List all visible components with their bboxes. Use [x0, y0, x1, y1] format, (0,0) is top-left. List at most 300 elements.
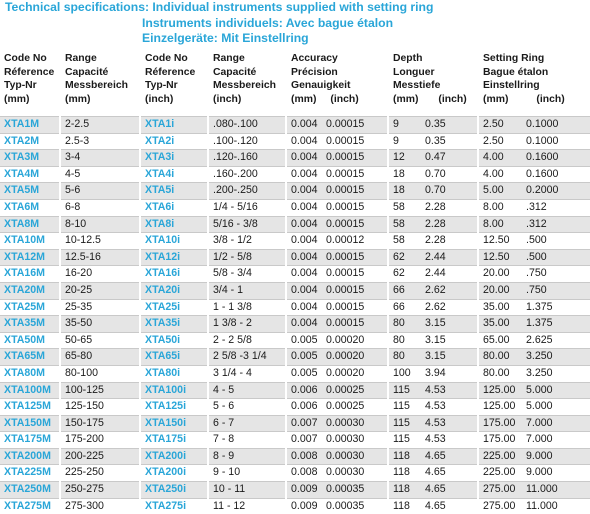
cell-accuracy-inch: 0.00015 [322, 150, 388, 167]
cell-code-mm[interactable]: XTA1M [0, 117, 60, 134]
cell-depth-inch: 0.35 [421, 133, 478, 150]
cell-range-mm: 8-10 [60, 216, 140, 233]
cell-range-mm: 10-12.5 [60, 233, 140, 250]
cell-ring-mm: 80.00 [478, 365, 522, 382]
cell-code-inch[interactable]: XTA6i [140, 199, 208, 216]
header-text: (inch) [145, 93, 207, 107]
cell-accuracy-mm: 0.006 [286, 382, 322, 399]
cell-code-inch[interactable]: XTA35i [140, 316, 208, 333]
cell-range-inch: 10 - 11 [208, 482, 286, 499]
cell-accuracy-inch: 0.00030 [322, 415, 388, 432]
cell-code-mm[interactable]: XTA4M [0, 166, 60, 183]
cell-ring-inch: 7.000 [522, 432, 590, 449]
table-row [0, 216, 590, 233]
cell-depth-inch: 2.28 [421, 199, 478, 216]
cell-code-mm[interactable]: XTA250M [0, 482, 60, 499]
cell-range-inch: 5/16 - 3/8 [208, 216, 286, 233]
cell-code-mm[interactable]: XTA12M [0, 249, 60, 266]
cell-ring-mm: 125.00 [478, 382, 522, 399]
cell-accuracy-mm: 0.005 [286, 365, 322, 382]
cell-accuracy-inch: 0.00020 [322, 332, 388, 349]
table-row [0, 133, 590, 150]
cell-depth-mm: 58 [388, 199, 421, 216]
cell-depth-inch: 3.15 [421, 332, 478, 349]
table-row [0, 150, 590, 167]
cell-range-mm: 20-25 [60, 282, 140, 299]
cell-code-inch[interactable]: XTA8i [140, 216, 208, 233]
table-row [0, 349, 590, 366]
cell-ring-inch: 1.375 [522, 299, 590, 316]
cell-ring-inch: 0.1600 [522, 166, 590, 183]
unit-mm: (mm) [483, 93, 508, 107]
header-range-inch [208, 52, 286, 117]
cell-depth-mm: 115 [388, 382, 421, 399]
cell-code-mm[interactable]: XTA50M [0, 332, 60, 349]
cell-code-mm[interactable]: XTA225M [0, 465, 60, 482]
cell-range-mm: 3-4 [60, 150, 140, 167]
cell-ring-inch: 5.000 [522, 399, 590, 416]
cell-code-inch[interactable]: XTA250i [140, 482, 208, 499]
cell-range-inch: 6 - 7 [208, 415, 286, 432]
cell-accuracy-inch: 0.00015 [322, 299, 388, 316]
cell-code-mm[interactable]: XTA125M [0, 399, 60, 416]
cell-range-inch: 5 - 6 [208, 399, 286, 416]
header-accuracy [286, 52, 388, 117]
cell-depth-mm: 118 [388, 448, 421, 465]
cell-range-mm: 50-65 [60, 332, 140, 349]
cell-accuracy-mm: 0.004 [286, 117, 322, 134]
cell-accuracy-mm: 0.004 [286, 150, 322, 167]
cell-accuracy-mm: 0.007 [286, 432, 322, 449]
cell-depth-inch: 4.53 [421, 415, 478, 432]
cell-depth-inch: 2.44 [421, 249, 478, 266]
cell-accuracy-inch: 0.00015 [322, 216, 388, 233]
cell-accuracy-mm: 0.004 [286, 233, 322, 250]
cell-ring-mm: 275.00 [478, 498, 522, 514]
cell-accuracy-mm: 0.005 [286, 332, 322, 349]
specifications-table [0, 52, 590, 514]
unit-inch: (inch) [418, 93, 466, 107]
header-text: Einstellring [483, 79, 590, 93]
cell-depth-mm: 9 [388, 133, 421, 150]
header-text: Précision [291, 66, 387, 80]
cell-range-inch: 2 - 2 5/8 [208, 332, 286, 349]
cell-accuracy-inch: 0.00015 [322, 282, 388, 299]
cell-accuracy-mm: 0.004 [286, 166, 322, 183]
cell-accuracy-inch: 0.00025 [322, 382, 388, 399]
cell-depth-inch: 2.62 [421, 282, 478, 299]
header-units [291, 93, 387, 107]
cell-code-inch[interactable]: XTA175i [140, 432, 208, 449]
cell-range-inch: 8 - 9 [208, 448, 286, 465]
cell-ring-mm: 275.00 [478, 482, 522, 499]
cell-range-inch: 1/2 - 5/8 [208, 249, 286, 266]
cell-code-inch[interactable]: XTA16i [140, 266, 208, 283]
cell-range-mm: 275-300 [60, 498, 140, 514]
cell-range-mm: 225-250 [60, 465, 140, 482]
cell-range-inch: 4 - 5 [208, 382, 286, 399]
cell-depth-mm: 80 [388, 349, 421, 366]
cell-depth-mm: 18 [388, 183, 421, 200]
cell-ring-inch: 11.000 [522, 482, 590, 499]
cell-depth-mm: 118 [388, 498, 421, 514]
cell-ring-inch: .500 [522, 233, 590, 250]
cell-ring-inch: 0.1600 [522, 150, 590, 167]
header-text: Range [65, 52, 139, 66]
cell-range-inch: 7 - 8 [208, 432, 286, 449]
cell-range-inch: 11 - 12 [208, 498, 286, 514]
cell-code-mm[interactable]: XTA8M [0, 216, 60, 233]
cell-depth-inch: 2.28 [421, 233, 478, 250]
header-text: Typ-Nr [145, 79, 207, 93]
cell-ring-inch: 0.1000 [522, 133, 590, 150]
table-row [0, 448, 590, 465]
cell-ring-inch: 7.000 [522, 415, 590, 432]
cell-code-mm[interactable]: XTA3M [0, 150, 60, 167]
cell-range-mm: 65-80 [60, 349, 140, 366]
header-units [393, 93, 477, 107]
header-text: Capacité [65, 66, 139, 80]
header-text: Bague étalon [483, 66, 590, 80]
cell-code-inch[interactable]: XTA10i [140, 233, 208, 250]
header-setting-ring [478, 52, 590, 117]
cell-code-mm[interactable]: XTA25M [0, 299, 60, 316]
cell-depth-mm: 118 [388, 465, 421, 482]
cell-ring-inch: 9.000 [522, 465, 590, 482]
cell-range-mm: 5-6 [60, 183, 140, 200]
cell-accuracy-mm: 0.004 [286, 199, 322, 216]
cell-accuracy-mm: 0.004 [286, 249, 322, 266]
header-text: Setting Ring [483, 52, 590, 66]
cell-ring-inch: .500 [522, 249, 590, 266]
header-text: Code No [145, 52, 207, 66]
cell-depth-inch: 4.53 [421, 399, 478, 416]
table-row [0, 316, 590, 333]
header-depth [388, 52, 478, 117]
cell-depth-mm: 66 [388, 282, 421, 299]
table-row [0, 332, 590, 349]
cell-range-mm: 25-35 [60, 299, 140, 316]
cell-depth-mm: 80 [388, 332, 421, 349]
cell-code-inch[interactable]: XTA20i [140, 282, 208, 299]
cell-range-mm: 125-150 [60, 399, 140, 416]
cell-depth-mm: 62 [388, 249, 421, 266]
table-row [0, 465, 590, 482]
table-row [0, 415, 590, 432]
cell-accuracy-mm: 0.009 [286, 482, 322, 499]
cell-ring-mm: 65.00 [478, 332, 522, 349]
cell-depth-mm: 58 [388, 216, 421, 233]
cell-depth-inch: 2.28 [421, 216, 478, 233]
cell-depth-mm: 62 [388, 266, 421, 283]
cell-code-mm[interactable]: XTA10M [0, 233, 60, 250]
header-text: Typ-Nr [4, 79, 59, 93]
cell-accuracy-inch: 0.00035 [322, 498, 388, 514]
cell-depth-inch: 3.15 [421, 349, 478, 366]
cell-ring-inch: .312 [522, 199, 590, 216]
cell-range-mm: 35-50 [60, 316, 140, 333]
cell-depth-inch: 4.65 [421, 465, 478, 482]
cell-range-mm: 2.5-3 [60, 133, 140, 150]
cell-code-inch[interactable]: XTA1i [140, 117, 208, 134]
header-text: Accuracy [291, 52, 387, 66]
cell-code-mm[interactable]: XTA200M [0, 448, 60, 465]
cell-range-inch: 3 1/4 - 4 [208, 365, 286, 382]
cell-ring-mm: 225.00 [478, 465, 522, 482]
header-text: Réference [4, 66, 59, 80]
cell-code-inch[interactable]: XTA125i [140, 399, 208, 416]
cell-ring-mm: 2.50 [478, 117, 522, 134]
cell-ring-inch: 0.2000 [522, 183, 590, 200]
cell-ring-inch: 3.250 [522, 349, 590, 366]
cell-ring-mm: 225.00 [478, 448, 522, 465]
table-row [0, 399, 590, 416]
table-row [0, 266, 590, 283]
header-text: Depth [393, 52, 477, 66]
cell-code-inch[interactable]: XTA150i [140, 415, 208, 432]
cell-ring-mm: 4.00 [478, 150, 522, 167]
cell-code-inch[interactable]: XTA3i [140, 150, 208, 167]
cell-ring-inch: 1.375 [522, 316, 590, 333]
header-text: (inch) [213, 93, 285, 107]
cell-code-mm[interactable]: XTA35M [0, 316, 60, 333]
cell-depth-inch: 0.70 [421, 183, 478, 200]
cell-accuracy-mm: 0.004 [286, 316, 322, 333]
cell-accuracy-mm: 0.004 [286, 266, 322, 283]
header-text: Genauigkeit [291, 79, 387, 93]
cell-ring-mm: 12.50 [478, 249, 522, 266]
cell-accuracy-mm: 0.004 [286, 299, 322, 316]
cell-code-inch[interactable]: XTA50i [140, 332, 208, 349]
cell-accuracy-inch: 0.00015 [322, 316, 388, 333]
table-row [0, 233, 590, 250]
cell-code-inch[interactable]: XTA25i [140, 299, 208, 316]
cell-accuracy-mm: 0.006 [286, 399, 322, 416]
cell-depth-inch: 3.15 [421, 316, 478, 333]
header-text: Range [213, 52, 285, 66]
cell-depth-mm: 115 [388, 432, 421, 449]
cell-code-inch[interactable]: XTA80i [140, 365, 208, 382]
cell-range-mm: 80-100 [60, 365, 140, 382]
title-line-french: Instruments individuels: Avec bague étalon [5, 16, 433, 32]
cell-range-inch: 3/4 - 1 [208, 282, 286, 299]
cell-ring-mm: 12.50 [478, 233, 522, 250]
cell-range-inch: .120-.160 [208, 150, 286, 167]
table-row [0, 199, 590, 216]
cell-ring-mm: 5.00 [478, 183, 522, 200]
cell-ring-inch: 0.1000 [522, 117, 590, 134]
cell-accuracy-inch: 0.00015 [322, 183, 388, 200]
cell-code-mm[interactable]: XTA150M [0, 415, 60, 432]
cell-range-mm: 175-200 [60, 432, 140, 449]
cell-depth-mm: 115 [388, 399, 421, 416]
table-row [0, 249, 590, 266]
header-text: (mm) [65, 93, 139, 107]
cell-range-inch: 1 3/8 - 2 [208, 316, 286, 333]
cell-accuracy-mm: 0.009 [286, 498, 322, 514]
cell-ring-mm: 175.00 [478, 415, 522, 432]
cell-ring-mm: 175.00 [478, 432, 522, 449]
title-line-english: Technical specifications: Individual instruments supplied with setting ring [5, 0, 433, 16]
cell-code-mm[interactable]: XTA2M [0, 133, 60, 150]
cell-ring-inch: 9.000 [522, 448, 590, 465]
table-row [0, 382, 590, 399]
header-text: Capacité [213, 66, 285, 80]
cell-depth-inch: 4.53 [421, 382, 478, 399]
page-title [5, 0, 433, 47]
cell-code-inch[interactable]: XTA5i [140, 183, 208, 200]
cell-range-inch: .200-.250 [208, 183, 286, 200]
table-header-row [0, 52, 590, 117]
header-range-mm [60, 52, 140, 117]
cell-code-inch[interactable]: XTA100i [140, 382, 208, 399]
cell-depth-mm: 9 [388, 117, 421, 134]
cell-accuracy-inch: 0.00030 [322, 448, 388, 465]
cell-depth-mm: 66 [388, 299, 421, 316]
unit-inch: (inch) [316, 93, 358, 107]
cell-code-mm[interactable]: XTA80M [0, 365, 60, 382]
cell-depth-inch: 2.62 [421, 299, 478, 316]
cell-code-inch[interactable]: XTA4i [140, 166, 208, 183]
cell-range-mm: 150-175 [60, 415, 140, 432]
cell-depth-inch: 4.65 [421, 482, 478, 499]
cell-code-mm[interactable]: XTA100M [0, 382, 60, 399]
cell-accuracy-inch: 0.00015 [322, 199, 388, 216]
header-text: (mm) [4, 93, 59, 107]
cell-ring-mm: 35.00 [478, 299, 522, 316]
cell-depth-mm: 118 [388, 482, 421, 499]
cell-depth-mm: 12 [388, 150, 421, 167]
cell-code-mm[interactable]: XTA5M [0, 183, 60, 200]
cell-ring-inch: 5.000 [522, 382, 590, 399]
cell-code-inch[interactable]: XTA65i [140, 349, 208, 366]
cell-accuracy-mm: 0.004 [286, 282, 322, 299]
cell-accuracy-inch: 0.00020 [322, 365, 388, 382]
cell-range-inch: 3/8 - 1/2 [208, 233, 286, 250]
cell-range-mm: 4-5 [60, 166, 140, 183]
cell-accuracy-inch: 0.00012 [322, 233, 388, 250]
cell-depth-inch: 0.70 [421, 166, 478, 183]
header-code-mm [0, 52, 60, 117]
cell-accuracy-inch: 0.00015 [322, 117, 388, 134]
cell-accuracy-inch: 0.00025 [322, 399, 388, 416]
cell-code-inch[interactable]: XTA200i [140, 465, 208, 482]
cell-code-inch[interactable]: XTA12i [140, 249, 208, 266]
cell-code-mm[interactable]: XTA6M [0, 199, 60, 216]
table-body [0, 117, 590, 514]
cell-ring-mm: 2.50 [478, 133, 522, 150]
cell-ring-mm: 80.00 [478, 349, 522, 366]
cell-ring-mm: 20.00 [478, 282, 522, 299]
table-row [0, 282, 590, 299]
cell-ring-inch: 2.625 [522, 332, 590, 349]
cell-ring-mm: 35.00 [478, 316, 522, 333]
cell-accuracy-inch: 0.00015 [322, 249, 388, 266]
cell-accuracy-mm: 0.004 [286, 183, 322, 200]
cell-code-inch[interactable]: XTA2i [140, 133, 208, 150]
cell-ring-inch: .312 [522, 216, 590, 233]
cell-accuracy-mm: 0.005 [286, 349, 322, 366]
cell-ring-inch: .750 [522, 266, 590, 283]
header-units [483, 93, 590, 107]
cell-accuracy-mm: 0.007 [286, 415, 322, 432]
unit-inch: (inch) [508, 93, 564, 107]
cell-range-inch: 5/8 - 3/4 [208, 266, 286, 283]
cell-ring-mm: 20.00 [478, 266, 522, 283]
cell-range-mm: 100-125 [60, 382, 140, 399]
cell-accuracy-inch: 0.00030 [322, 432, 388, 449]
cell-code-mm[interactable]: XTA16M [0, 266, 60, 283]
cell-range-inch: .080-.100 [208, 117, 286, 134]
cell-range-inch: 1 - 1 3/8 [208, 299, 286, 316]
cell-depth-mm: 18 [388, 166, 421, 183]
cell-range-inch: 9 - 10 [208, 465, 286, 482]
header-text: Messbereich [213, 79, 285, 93]
cell-accuracy-inch: 0.00015 [322, 133, 388, 150]
cell-depth-inch: 2.44 [421, 266, 478, 283]
cell-ring-inch: 11.000 [522, 498, 590, 514]
cell-depth-mm: 80 [388, 316, 421, 333]
cell-code-mm[interactable]: XTA275M [0, 498, 60, 514]
cell-range-mm: 16-20 [60, 266, 140, 283]
cell-range-inch: .160-.200 [208, 166, 286, 183]
cell-accuracy-mm: 0.008 [286, 448, 322, 465]
cell-accuracy-mm: 0.008 [286, 465, 322, 482]
cell-range-mm: 2-2.5 [60, 117, 140, 134]
cell-accuracy-inch: 0.00015 [322, 166, 388, 183]
cell-depth-inch: 4.53 [421, 432, 478, 449]
table-row [0, 166, 590, 183]
cell-range-inch: 1/4 - 5/16 [208, 199, 286, 216]
cell-accuracy-mm: 0.004 [286, 133, 322, 150]
table-row [0, 498, 590, 514]
title-line-german: Einzelgeräte: Mit Einstellring [5, 31, 433, 47]
cell-depth-mm: 100 [388, 365, 421, 382]
cell-depth-inch: 0.35 [421, 117, 478, 134]
cell-range-mm: 200-225 [60, 448, 140, 465]
unit-mm: (mm) [291, 93, 316, 107]
cell-code-mm[interactable]: XTA65M [0, 349, 60, 366]
table-row [0, 117, 590, 134]
cell-depth-inch: 0.47 [421, 150, 478, 167]
cell-ring-mm: 8.00 [478, 216, 522, 233]
cell-accuracy-inch: 0.00015 [322, 266, 388, 283]
cell-depth-inch: 4.65 [421, 448, 478, 465]
cell-range-mm: 12.5-16 [60, 249, 140, 266]
cell-range-mm: 6-8 [60, 199, 140, 216]
header-text: Code No [4, 52, 59, 66]
unit-mm: (mm) [393, 93, 418, 107]
cell-ring-mm: 125.00 [478, 399, 522, 416]
cell-depth-mm: 58 [388, 233, 421, 250]
cell-ring-inch: .750 [522, 282, 590, 299]
cell-ring-mm: 8.00 [478, 199, 522, 216]
header-text: Réference [145, 66, 207, 80]
cell-code-inch[interactable]: XTA275i [140, 498, 208, 514]
cell-accuracy-inch: 0.00035 [322, 482, 388, 499]
cell-code-inch[interactable]: XTA200i [140, 448, 208, 465]
cell-ring-inch: 3.250 [522, 365, 590, 382]
table-row [0, 432, 590, 449]
header-text: Messtiefe [393, 79, 477, 93]
table-row [0, 365, 590, 382]
header-text: Longuer [393, 66, 477, 80]
cell-code-mm[interactable]: XTA20M [0, 282, 60, 299]
table-row [0, 183, 590, 200]
table-row [0, 299, 590, 316]
cell-code-mm[interactable]: XTA175M [0, 432, 60, 449]
table-row [0, 482, 590, 499]
